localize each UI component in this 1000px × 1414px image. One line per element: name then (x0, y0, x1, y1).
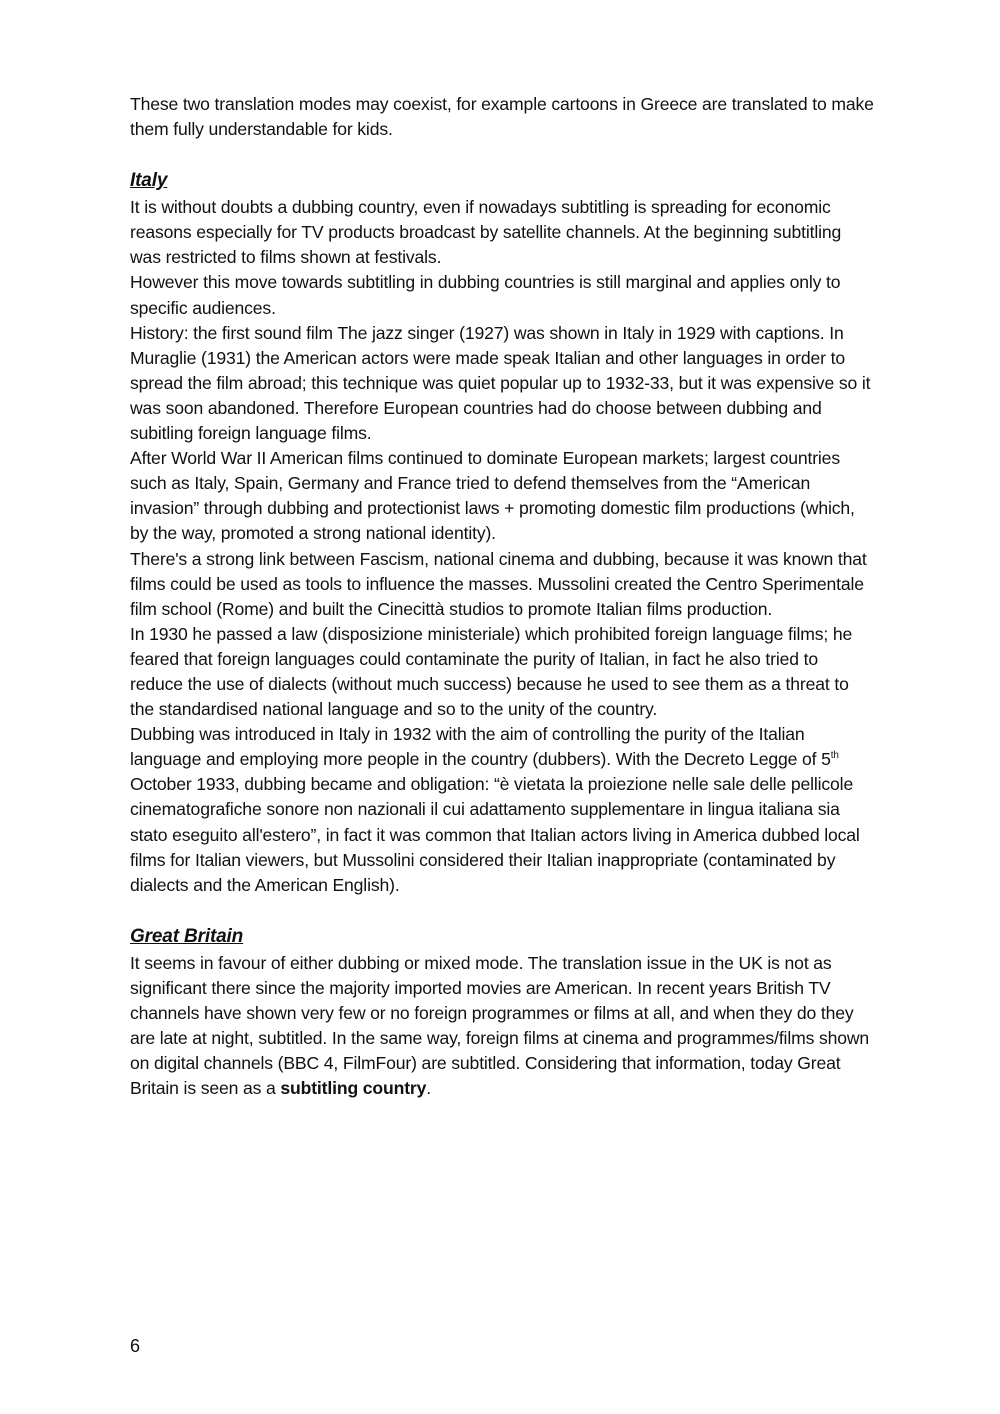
italy-paragraph-7-start: Dubbing was introduced in Italy in 1932 with the aim of controlling the purity of the Italian language and employing more people in the country (dubbers). With the Decreto Legge of 5 (130, 724, 831, 770)
page-content (130, 92, 875, 1101)
italy-paragraph-3: History: the first sound film The jazz singer (1927) was shown in Italy in 1929 with captions. In Muraglie (1931) the American actors were made speak Italian and other languages in order to spread the film abroad; this technique was quiet popular up to 1932-33, but it was expensive so it was soon abandoned. Therefore European countries had do choose between dubbing and subitling foreign language films. (130, 322, 871, 444)
page-number: 6 (130, 1336, 141, 1356)
section-heading-great-britain: Great Britain (130, 925, 244, 947)
italy-paragraph-5: There's a strong link between Fascism, national cinema and dubbing, because it was known that films could be used as tools to influence the masses. Mussolini created the Centro Sperimentale film school (Rome) and built the Cinecittà studios to promote Italian films production. (130, 548, 867, 619)
italy-paragraph-7-end: October 1933, dubbing became and obligation: “è vietata la proiezione nelle sale delle pellicole cinematografiche sonore non nazionali il cui adattamento supplementare in lingua italiana sia stato eseguito all'estero”, in fact it was common that Italian actors living in America dubbed local films for Italian viewers, but Mussolini considered their Italian inappropriate (contaminated by dialects and the American English). (130, 774, 860, 895)
italy-paragraph-2: However this move towards subtitling in dubbing countries is still marginal and applies only to specific audiences. (130, 272, 841, 318)
great-britain-paragraph-text: It seems in favour of either dubbing or mixed mode. The translation issue in the UK is not as significant there since the majority imported movies are American. In recent years British TV channels have shown very few or no foreign programmes or films at all, and when they do they are late at night, subtitled. In the same way, foreign films at cinema and programmes/films shown on digital channels (BBC 4, FilmFour) are subtitled. Considering that information, today Great Britain is seen as a (130, 952, 870, 1099)
paragraph-gap (130, 142, 875, 167)
great-britain-emphasis: subtitling country (280, 1078, 427, 1099)
intro-paragraph: These two translation modes may coexist, for example cartoons in Greece are translated to make them fully understandable for kids. (130, 94, 874, 140)
italy-paragraph-7 (130, 722, 875, 898)
italy-paragraph-4: After World War II American films continued to dominate European markets; largest countries such as Italy, Spain, Germany and France tried to defend themselves from the “American invasion” through dubbing and protectionist laws + promoting domestic film productions (which, by the way, promoted a strong national identity). (130, 448, 855, 544)
ordinal-suffix: th (830, 750, 839, 762)
great-britain-paragraph-end: . (426, 1078, 431, 1099)
paragraph-gap (130, 898, 875, 923)
italy-paragraph-6: In 1930 he passed a law (disposizione ministeriale) which prohibited foreign language films; he feared that foreign languages could contaminate the purity of Italian, in fact he also tried to reduce the use of dialects (without much success) because he used to see them as a threat to the standardised national language and so to the unity of the country. (130, 623, 853, 720)
great-britain-paragraph (130, 951, 875, 1102)
section-heading-italy: Italy (130, 170, 168, 192)
italy-paragraph-1: It is without doubts a dubbing country, even if nowadays subtitling is spreading for economic reasons especially for TV products broadcast by satellite channels. At the beginning subtitling was restricted to films shown at festivals. (130, 197, 842, 268)
